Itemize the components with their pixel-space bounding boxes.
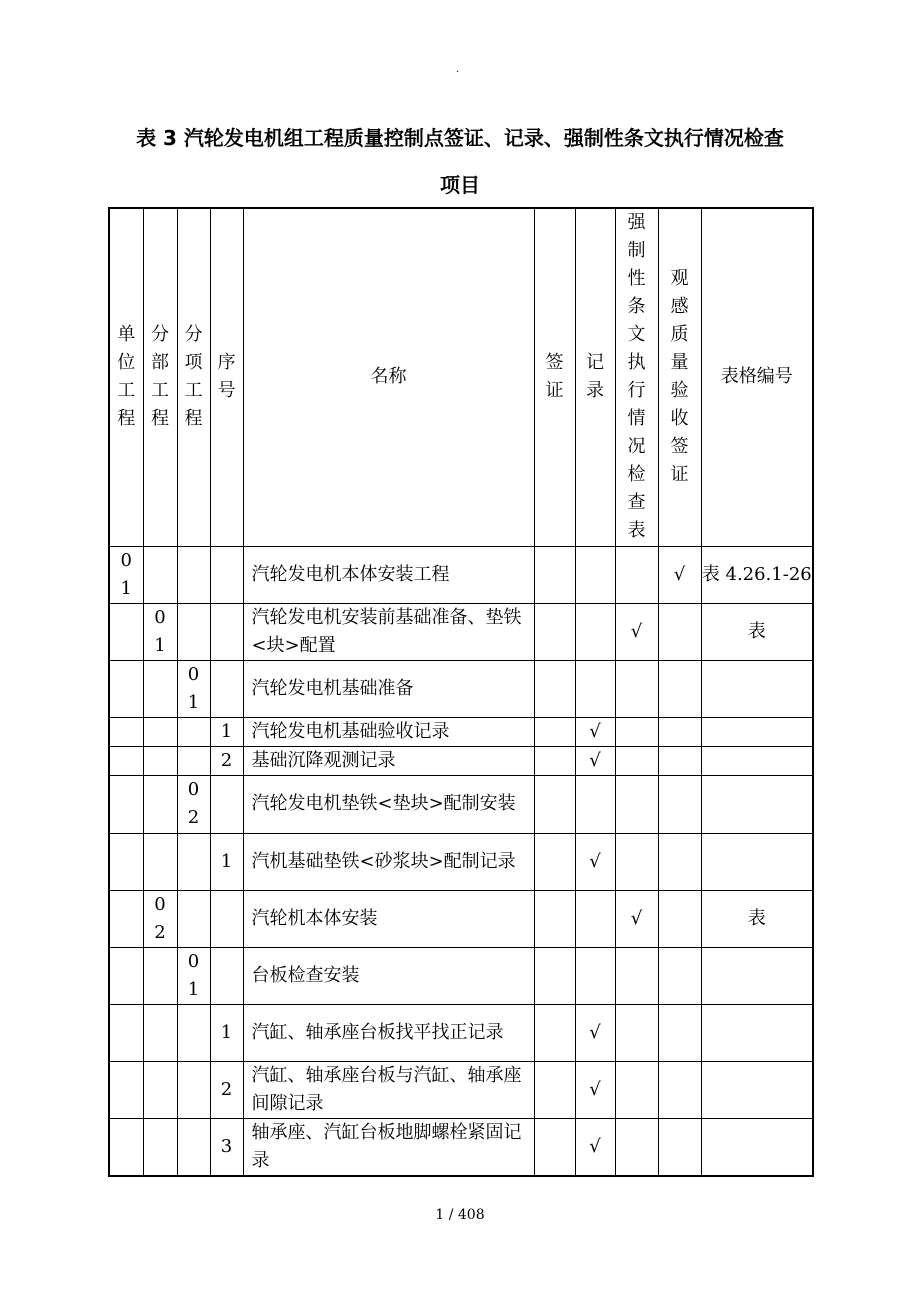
cell-seq — [210, 603, 243, 660]
cell-item — [177, 603, 210, 660]
cell-seq — [210, 546, 243, 603]
cell-record — [575, 603, 615, 660]
cell-mandatory — [615, 833, 658, 890]
cell-division: 01 — [143, 603, 177, 660]
cell-unit — [109, 603, 143, 660]
cell-form-no — [701, 717, 813, 746]
inspection-table — [108, 207, 814, 1177]
cell-form-no: 表 — [701, 603, 813, 660]
table-row — [109, 833, 813, 890]
cell-name: 汽轮机本体安装 — [243, 890, 534, 947]
col-header-item: 分项工程 — [177, 208, 210, 546]
cell-seq — [210, 660, 243, 717]
cell-record: √ — [575, 1061, 615, 1118]
cell-item: 01 — [177, 660, 210, 717]
cell-division — [143, 717, 177, 746]
table-row — [109, 890, 813, 947]
cell-division — [143, 1118, 177, 1176]
cell-sign — [534, 775, 575, 833]
cell-unit: 01 — [109, 546, 143, 603]
cell-sign — [534, 746, 575, 775]
cell-seq: 1 — [210, 717, 243, 746]
cell-seq: 2 — [210, 746, 243, 775]
cell-record — [575, 546, 615, 603]
cell-name: 汽缸、轴承座台板找平找正记录 — [243, 1004, 534, 1061]
cell-seq — [210, 947, 243, 1004]
table-row — [109, 947, 813, 1004]
cell-sign — [534, 947, 575, 1004]
cell-mandatory — [615, 1118, 658, 1176]
cell-unit — [109, 775, 143, 833]
cell-name: 汽缸、轴承座台板与汽缸、轴承座间隙记录 — [243, 1061, 534, 1118]
cell-record — [575, 890, 615, 947]
cell-name: 基础沉降观测记录 — [243, 746, 534, 775]
cell-item — [177, 546, 210, 603]
top-mark: . — [456, 64, 460, 75]
cell-item — [177, 1061, 210, 1118]
cell-division — [143, 1061, 177, 1118]
cell-record: √ — [575, 1118, 615, 1176]
cell-sign — [534, 603, 575, 660]
table-row — [109, 1061, 813, 1118]
cell-visual — [658, 775, 701, 833]
cell-form-no — [701, 833, 813, 890]
cell-visual — [658, 890, 701, 947]
cell-name: 汽轮发电机安装前基础准备、垫铁<块>配置 — [243, 603, 534, 660]
cell-sign — [534, 1061, 575, 1118]
cell-mandatory — [615, 775, 658, 833]
cell-mandatory: √ — [615, 603, 658, 660]
cell-sign — [534, 546, 575, 603]
cell-visual — [658, 1004, 701, 1061]
cell-item — [177, 833, 210, 890]
cell-record: √ — [575, 833, 615, 890]
cell-mandatory — [615, 1004, 658, 1061]
cell-division — [143, 546, 177, 603]
cell-sign — [534, 1118, 575, 1176]
col-header-seq: 序号 — [210, 208, 243, 546]
cell-record — [575, 775, 615, 833]
cell-form-no — [701, 1118, 813, 1176]
cell-visual — [658, 1118, 701, 1176]
header-row — [109, 208, 813, 546]
cell-division: 02 — [143, 890, 177, 947]
cell-visual — [658, 833, 701, 890]
cell-sign — [534, 660, 575, 717]
col-header-sign: 签证 — [534, 208, 575, 546]
cell-sign — [534, 890, 575, 947]
cell-form-no — [701, 775, 813, 833]
table-row — [109, 546, 813, 603]
cell-item — [177, 1004, 210, 1061]
cell-record — [575, 947, 615, 1004]
cell-division — [143, 746, 177, 775]
cell-unit — [109, 1118, 143, 1176]
cell-record: √ — [575, 1004, 615, 1061]
cell-name: 汽轮发电机垫铁<垫块>配制安装 — [243, 775, 534, 833]
cell-record: √ — [575, 717, 615, 746]
cell-record: √ — [575, 746, 615, 775]
table-row — [109, 775, 813, 833]
col-header-mandatory: 强制性条文执行情况检查表 — [615, 208, 658, 546]
cell-form-no: 表 4.26.1-26 — [701, 546, 813, 603]
cell-unit — [109, 746, 143, 775]
cell-unit — [109, 833, 143, 890]
cell-seq: 1 — [210, 833, 243, 890]
cell-item — [177, 1118, 210, 1176]
cell-visual — [658, 717, 701, 746]
cell-unit — [109, 660, 143, 717]
cell-name: 汽轮发电机本体安装工程 — [243, 546, 534, 603]
col-header-form-no: 表格编号 — [701, 208, 813, 546]
cell-name: 汽机基础垫铁<砂浆块>配制记录 — [243, 833, 534, 890]
col-header-record: 记录 — [575, 208, 615, 546]
table-row — [109, 1004, 813, 1061]
page-title-continued: 项目 — [440, 173, 480, 197]
cell-item — [177, 890, 210, 947]
cell-seq — [210, 775, 243, 833]
cell-unit — [109, 947, 143, 1004]
page-title: 表 3 汽轮发电机组工程质量控制点签证、记录、强制性条文执行情况检查 — [136, 126, 784, 150]
cell-visual: √ — [658, 546, 701, 603]
cell-mandatory — [615, 660, 658, 717]
cell-seq: 1 — [210, 1004, 243, 1061]
cell-mandatory — [615, 746, 658, 775]
cell-record — [575, 660, 615, 717]
table-row — [109, 746, 813, 775]
cell-sign — [534, 717, 575, 746]
cell-form-no — [701, 1061, 813, 1118]
cell-visual — [658, 1061, 701, 1118]
cell-unit — [109, 890, 143, 947]
cell-visual — [658, 947, 701, 1004]
table-row — [109, 1118, 813, 1176]
cell-division — [143, 1004, 177, 1061]
cell-visual — [658, 660, 701, 717]
cell-unit — [109, 1061, 143, 1118]
cell-seq — [210, 890, 243, 947]
table-row — [109, 603, 813, 660]
cell-form-no — [701, 660, 813, 717]
cell-mandatory: √ — [615, 890, 658, 947]
cell-visual — [658, 603, 701, 660]
cell-item: 02 — [177, 775, 210, 833]
cell-item — [177, 717, 210, 746]
table-row — [109, 717, 813, 746]
cell-form-no — [701, 1004, 813, 1061]
cell-sign — [534, 1004, 575, 1061]
cell-name: 台板检查安装 — [243, 947, 534, 1004]
cell-division — [143, 947, 177, 1004]
cell-mandatory — [615, 717, 658, 746]
cell-name: 汽轮发电机基础验收记录 — [243, 717, 534, 746]
cell-name: 汽轮发电机基础准备 — [243, 660, 534, 717]
col-header-division: 分部工程 — [143, 208, 177, 546]
cell-form-no: 表 — [701, 890, 813, 947]
cell-seq: 2 — [210, 1061, 243, 1118]
table-row — [109, 660, 813, 717]
cell-mandatory — [615, 947, 658, 1004]
cell-item: 01 — [177, 947, 210, 1004]
cell-division — [143, 775, 177, 833]
col-header-unit: 单位工程 — [109, 208, 143, 546]
cell-form-no — [701, 947, 813, 1004]
cell-division — [143, 833, 177, 890]
col-header-name: 名称 — [243, 208, 534, 546]
cell-item — [177, 746, 210, 775]
cell-unit — [109, 717, 143, 746]
col-header-visual: 观感质量验收签证 — [658, 208, 701, 546]
cell-sign — [534, 833, 575, 890]
page-number: 1 / 408 — [435, 1207, 485, 1223]
cell-division — [143, 660, 177, 717]
cell-unit — [109, 1004, 143, 1061]
cell-seq: 3 — [210, 1118, 243, 1176]
cell-name: 轴承座、汽缸台板地脚螺栓紧固记录 — [243, 1118, 534, 1176]
cell-form-no — [701, 746, 813, 775]
cell-mandatory — [615, 1061, 658, 1118]
cell-mandatory — [615, 546, 658, 603]
cell-visual — [658, 746, 701, 775]
